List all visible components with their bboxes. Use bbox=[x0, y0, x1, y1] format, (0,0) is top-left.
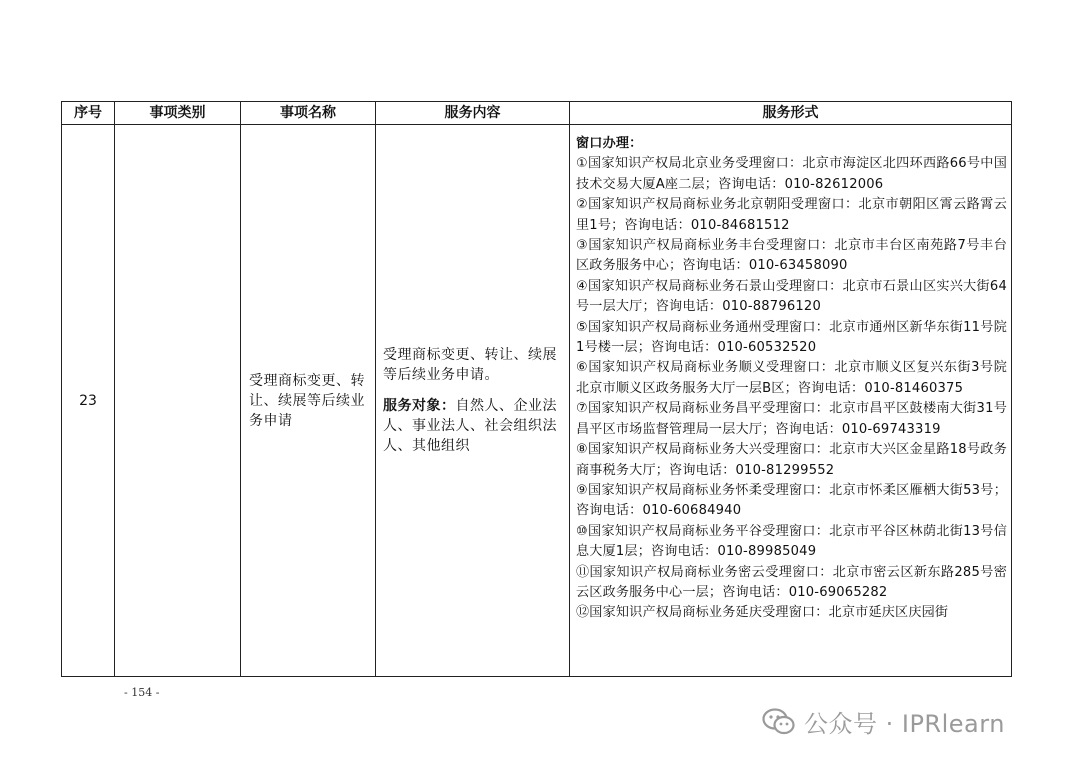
target-text: 自然人、企业法人、事业法人、社会组织法人、其他组织 bbox=[383, 398, 557, 454]
table-header-row bbox=[62, 102, 1012, 125]
cell-seq: 23 bbox=[62, 125, 115, 677]
cell-content bbox=[376, 125, 570, 677]
service-window-item: ⑥国家知识产权局商标业务顺义受理窗口：北京市顺义区复兴东街3号院北京市顺义区政务服务大厅一层B区；咨询电话：010-81460375 bbox=[576, 360, 1007, 396]
service-window-item: ⑤国家知识产权局商标业务通州受理窗口：北京市通州区新华东街11号院1号楼一层；咨询电话：010-60532520 bbox=[576, 319, 1007, 356]
service-window-item: ③国家知识产权局商标业务丰台受理窗口：北京市丰台区南苑路7号丰台区政务服务中心；咨询电话：010-63458090 bbox=[576, 238, 1007, 274]
cell-service-form bbox=[570, 125, 1012, 677]
service-window-item: ①国家知识产权局北京业务受理窗口：北京市海淀区北四环西路66号中国技术交易大厦A座二层；咨询电话：010-82612006 bbox=[576, 156, 1007, 192]
service-window-item: ⑩国家知识产权局商标业务平谷受理窗口：北京市平谷区林荫北街13号信息大厦1层；咨询电话：010-89985049 bbox=[576, 523, 1007, 560]
service-window-item: ⑪国家知识产权局商标业务密云受理窗口：北京市密云区新东路285号密云区政务服务中心一层；咨询电话：010-69065282 bbox=[576, 564, 1007, 600]
service-window-item: ⑫国家知识产权局商标业务延庆受理窗口：北京市延庆区庆园街 bbox=[576, 605, 949, 621]
header-seq: 序号 bbox=[62, 102, 115, 125]
table-row bbox=[62, 125, 1012, 677]
page-number: - 154 - bbox=[124, 686, 160, 699]
header-content: 服务内容 bbox=[376, 102, 570, 125]
header-name: 事项名称 bbox=[241, 102, 376, 125]
service-table bbox=[61, 101, 1012, 677]
cell-category bbox=[115, 125, 241, 677]
service-window-item: ④国家知识产权局商标业务石景山受理窗口：北京市石景山区实兴大街64号一层大厅；咨询电话：010-88796120 bbox=[576, 278, 1007, 315]
service-window-item: ⑦国家知识产权局商标业务昌平受理窗口：北京市昌平区鼓楼南大街31号昌平区市场监督管理局一层大厅；咨询电话：010-69743319 bbox=[576, 401, 1007, 437]
header-category: 事项类别 bbox=[115, 102, 241, 125]
service-form-title: 窗口办理： bbox=[576, 136, 643, 151]
watermark bbox=[762, 704, 1005, 739]
service-window-item: ②国家知识产权局商标业务北京朝阳受理窗口：北京市朝阳区霄云路霄云里1号；咨询电话：010-84681512 bbox=[576, 197, 1007, 233]
content-target bbox=[383, 396, 563, 456]
wechat-icon bbox=[762, 707, 796, 737]
service-window-item: ⑨国家知识产权局商标业务怀柔受理窗口：北京市怀柔区雁栖大街53号；咨询电话：010-60684940 bbox=[576, 482, 1007, 519]
service-window-item: ⑧国家知识产权局商标业务大兴受理窗口：北京市大兴区金星路18号政务商事税务大厅；咨询电话：010-81299552 bbox=[576, 442, 1007, 478]
content-description: 受理商标变更、转让、续展等后续业务申请。 bbox=[383, 347, 557, 383]
cell-name: 受理商标变更、转让、续展等后续业务申请 bbox=[241, 125, 376, 677]
watermark-text: 公众号 · IPRlearn bbox=[804, 710, 1005, 738]
target-label: 服务对象： bbox=[383, 398, 456, 414]
header-form: 服务形式 bbox=[570, 102, 1012, 125]
